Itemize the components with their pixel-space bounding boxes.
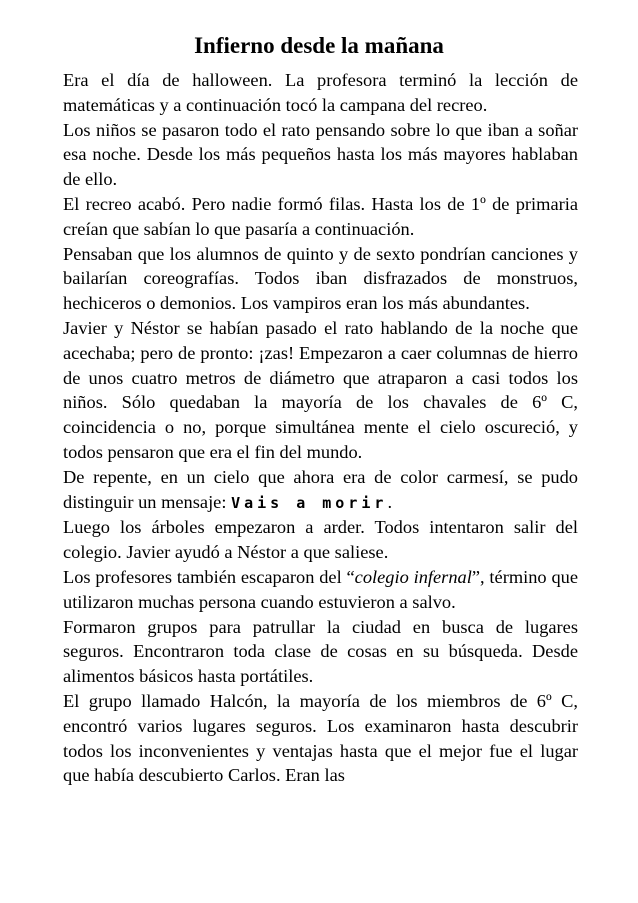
paragraph-6: [63, 465, 578, 516]
paragraph-7: Luego los árboles empezaron a arder. Todos intentaron salir del colegio. Javier ayudó a Néstor a que saliese.: [63, 517, 578, 563]
paragraph-6-text: De repente, en un cielo que ahora era de color carmesí, se pudo distinguir un mensaje:: [63, 466, 578, 512]
paragraph-5: Javier y Néstor se habían pasado el rato hablando de la noche que acechaba; pero de pronto: ¡zas! Empezaron a caer columnas de hierro de unos cuatro metros de diámetro que atraparon a casi todos los niños. Sólo quedaban la mayoría de los chavales de 6º C, coincidencia o no, porque simultánea mente el cielo oscureció, y todos pensaron que era el fin del mundo.: [63, 317, 578, 462]
sky-message: Vais a morir: [231, 493, 388, 512]
paragraph-9: Formaron grupos para patrullar la ciudad en busca de lugares seguros. Encontraron toda clase de cosas en su búsqueda. Desde alimentos básicos hasta portátiles.: [63, 616, 578, 687]
italic-term: colegio infernal: [354, 566, 472, 587]
paragraph-6-end: .: [387, 491, 393, 512]
paragraph-4: Pensaban que los alumnos de quinto y de sexto pondrían canciones y bailarían coreografías. Todos iban disfrazados de monstruos, hechiceros o demonios. Los vampiros eran los más abundantes.: [63, 243, 578, 314]
paragraph-10: El grupo llamado Halcón, la mayoría de los miembros de 6º C, encontró varios lugares seguros. Los examinaron hasta descubrir todos los inconvenientes y ventajas hasta que el mejor fue el lugar que había descubierto Carlos. Eran las: [63, 690, 578, 786]
document-title: Infierno desde la mañana: [194, 33, 444, 58]
paragraph-3: El recreo acabó. Pero nadie formó filas. Hasta los de 1º de primaria creían que sabían lo que pasaría a continuación.: [63, 193, 578, 239]
paragraph-8: [63, 565, 578, 615]
paragraph-1: Era el día de halloween. La profesora terminó la lección de matemáticas y a continuación tocó la campana del recreo.: [63, 70, 578, 115]
paragraph-2: Los niños se pasaron todo el rato pensando sobre lo que iban a soñar esa noche. Desde los más pequeños hasta los más mayores hablaban de ello.: [63, 119, 578, 190]
document-body: [63, 68, 578, 788]
paragraph-8-end: ”, término que utilizaron muchas persona cuando estuvieron a salvo.: [63, 566, 578, 612]
paragraph-8-text: Los profesores también escaparon del “: [63, 566, 355, 587]
